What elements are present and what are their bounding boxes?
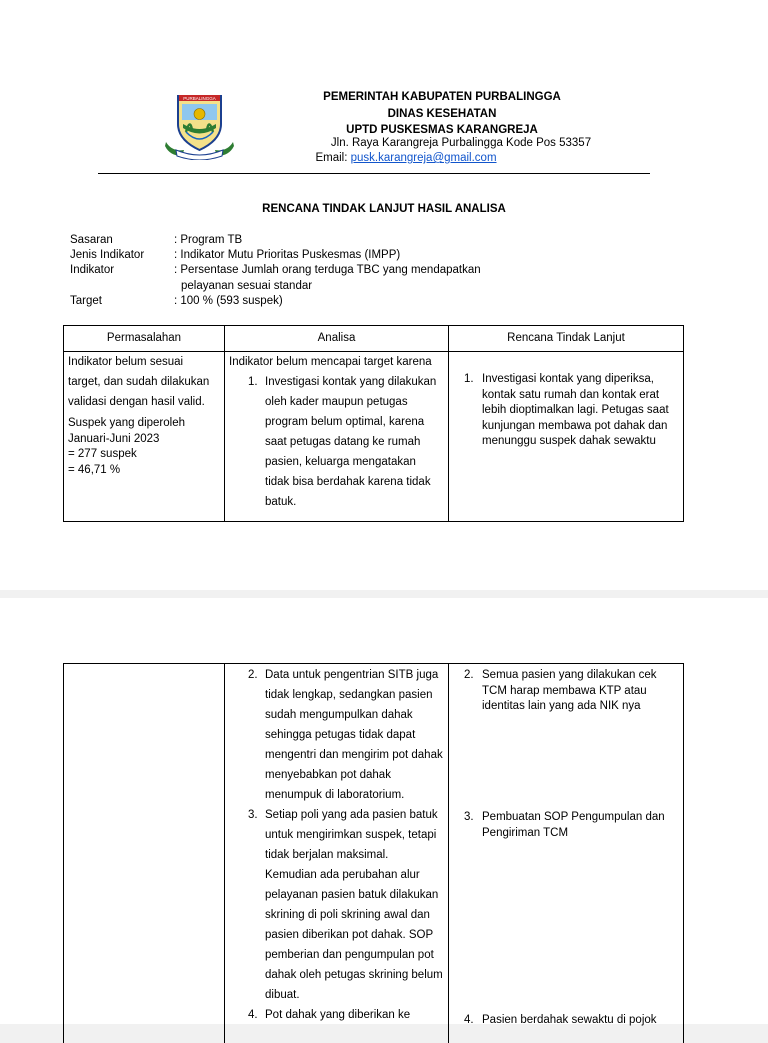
- text-line: Pasien berdahak sewaktu di pojok: [482, 1014, 657, 1026]
- text-line: Data untuk pengentrian SITB juga: [265, 669, 439, 681]
- agency-name: DINAS KESEHATAN: [387, 108, 497, 120]
- item-number: 3.: [248, 809, 258, 821]
- col-header-analisa: Analisa: [317, 332, 356, 344]
- email-link[interactable]: pusk.karangreja@gmail.com: [350, 152, 497, 164]
- text-line: dibuat.: [265, 989, 300, 1001]
- text-line: Setiap poli yang ada pasien batuk: [265, 809, 438, 821]
- text-line: pasien diberikan pot dahak. SOP: [265, 929, 434, 941]
- text-line: pemberian dan pengumpulan pot: [265, 949, 434, 961]
- text-line: Semua pasien yang dilakukan cek: [482, 669, 657, 681]
- item-number: 4.: [464, 1014, 474, 1026]
- meta-value: pelayanan sesuai standar: [181, 280, 313, 292]
- analisa-item: [229, 805, 448, 1005]
- meta-value: : Persentase Jumlah orang terduga TBC yang mendapatkan: [174, 264, 481, 276]
- svg-text:PURBALINGGA: PURBALINGGA: [183, 96, 216, 101]
- meta-value: : Program TB: [174, 234, 243, 246]
- text-line: Pembuatan SOP Pengumpulan dan: [482, 811, 665, 823]
- item-number: 3.: [464, 811, 474, 823]
- text-line: program belum optimal, karena: [265, 416, 425, 428]
- table-divider: [448, 664, 449, 1043]
- document-title: RENCANA TINDAK LANJUT HASIL ANALISA: [262, 203, 506, 215]
- analisa-cell: [229, 352, 448, 512]
- rtl-cell: [449, 372, 683, 450]
- text-line: saat petugas datang ke rumah: [265, 436, 421, 448]
- text-line: target, dan sudah dilakukan: [68, 376, 210, 388]
- text-line: oleh kader maupun petugas: [265, 396, 408, 408]
- gov-name: PEMERINTAH KABUPATEN PURBALINGGA: [323, 91, 561, 103]
- text-line: Indikator belum sesuai: [68, 356, 184, 368]
- analisa-cell: [229, 665, 448, 1025]
- meta-value: : 100 % (593 suspek): [174, 295, 283, 307]
- purbalingga-emblem-icon: [162, 90, 237, 160]
- meta-value: : Indikator Mutu Prioritas Puskesmas (IMPP): [174, 249, 401, 261]
- text-line: kunjungan membawa pot dahak dan: [482, 419, 668, 432]
- text-line: Pot dahak yang diberikan ke: [265, 1009, 411, 1021]
- text-line: menunggu suspek dahak sewaktu: [482, 435, 656, 447]
- address: Jln. Raya Karangreja Purbalingga Kode Pos 53357: [330, 137, 592, 149]
- item-number: 1.: [248, 376, 258, 388]
- rtl-item: [449, 1013, 683, 1029]
- analisa-item: [229, 665, 448, 805]
- item-number: 2.: [464, 669, 474, 681]
- text-line: dahak oleh petugas skrining belum: [265, 969, 443, 981]
- text-line: menumpuk di laboratorium.: [265, 789, 405, 801]
- text-line: tidak bisa berdahak karena tidak: [265, 476, 431, 488]
- table-divider: [224, 664, 225, 1043]
- text-line: lebih dioptimalkan lagi. Petugas saat: [482, 404, 669, 416]
- header-divider: [98, 173, 650, 174]
- permasalahan-stats: [68, 416, 223, 478]
- rtl-cell: [449, 668, 683, 715]
- analisa-item: [229, 372, 448, 512]
- text-line: Pengiriman TCM: [482, 826, 569, 839]
- item-number: 2.: [248, 669, 258, 681]
- text-line: untuk mengirimkan suspek, tetapi: [265, 829, 437, 841]
- table-divider: [224, 326, 225, 521]
- text-line: tidak lengkap, sedangkan pasien: [265, 689, 433, 701]
- rtl-cell: [449, 1013, 683, 1029]
- email-label: Email:: [315, 152, 348, 164]
- text-line: sehingga petugas tidak dapat: [265, 729, 416, 741]
- text-line: menyebabkan pot dahak: [265, 769, 391, 781]
- text-line: batuk.: [265, 496, 297, 508]
- rtl-item: [449, 372, 683, 450]
- meta-label: Sasaran: [70, 234, 113, 246]
- col-header-permasalahan: Permasalahan: [106, 332, 182, 344]
- text-line: Investigasi kontak yang dilakukan: [265, 376, 437, 388]
- meta-label: Indikator: [70, 264, 115, 276]
- text-line: sudah mengumpulkan dahak: [265, 709, 413, 721]
- text-line: tidak berjalan maksimal.: [265, 849, 389, 861]
- unit-name: UPTD PUSKESMAS KARANGREJA: [346, 124, 538, 136]
- meta-label: Jenis Indikator: [70, 249, 145, 261]
- text-line: skrining di poli skrining awal dan: [265, 909, 430, 921]
- text-line: Suspek yang diperoleh: [68, 417, 185, 429]
- rtl-cell: [449, 810, 683, 841]
- analisa-intro: Indikator belum mencapai target karena: [229, 356, 432, 368]
- text-line: Investigasi kontak yang diperiksa,: [482, 373, 654, 385]
- text-line: Januari-Juni 2023: [68, 432, 160, 445]
- rtl-item: [449, 668, 683, 715]
- col-header-rtl: Rencana Tindak Lanjut: [507, 332, 625, 344]
- item-number: 4.: [248, 1009, 258, 1021]
- text-line: = 277 suspek: [68, 448, 137, 460]
- text-line: TCM harap membawa KTP atau: [482, 684, 647, 697]
- text-line: pasien, keluarga mengatakan: [265, 456, 416, 468]
- document-page-2: [0, 598, 768, 1024]
- text-line: identitas lain yang ada NIK nya: [482, 700, 641, 712]
- analisa-item: [229, 1005, 448, 1025]
- text-line: Kemudian ada perubahan alur: [265, 869, 420, 881]
- text-line: = 46,71 %: [68, 463, 121, 476]
- permasalahan-cell: [68, 352, 223, 412]
- meta-label: Target: [70, 295, 102, 307]
- item-number: 1.: [464, 373, 474, 385]
- email-line: [236, 152, 576, 164]
- text-line: pelayanan pasien batuk dilakukan: [265, 889, 439, 901]
- text-line: kontak satu rumah dan kontak erat: [482, 388, 660, 401]
- rtl-item: [449, 810, 683, 841]
- rtl-table-continued: [63, 663, 684, 1043]
- text-line: mengentri dan mengirim pot dahak: [265, 749, 443, 761]
- rtl-table: [63, 325, 684, 522]
- text-line: validasi dengan hasil valid.: [68, 396, 205, 408]
